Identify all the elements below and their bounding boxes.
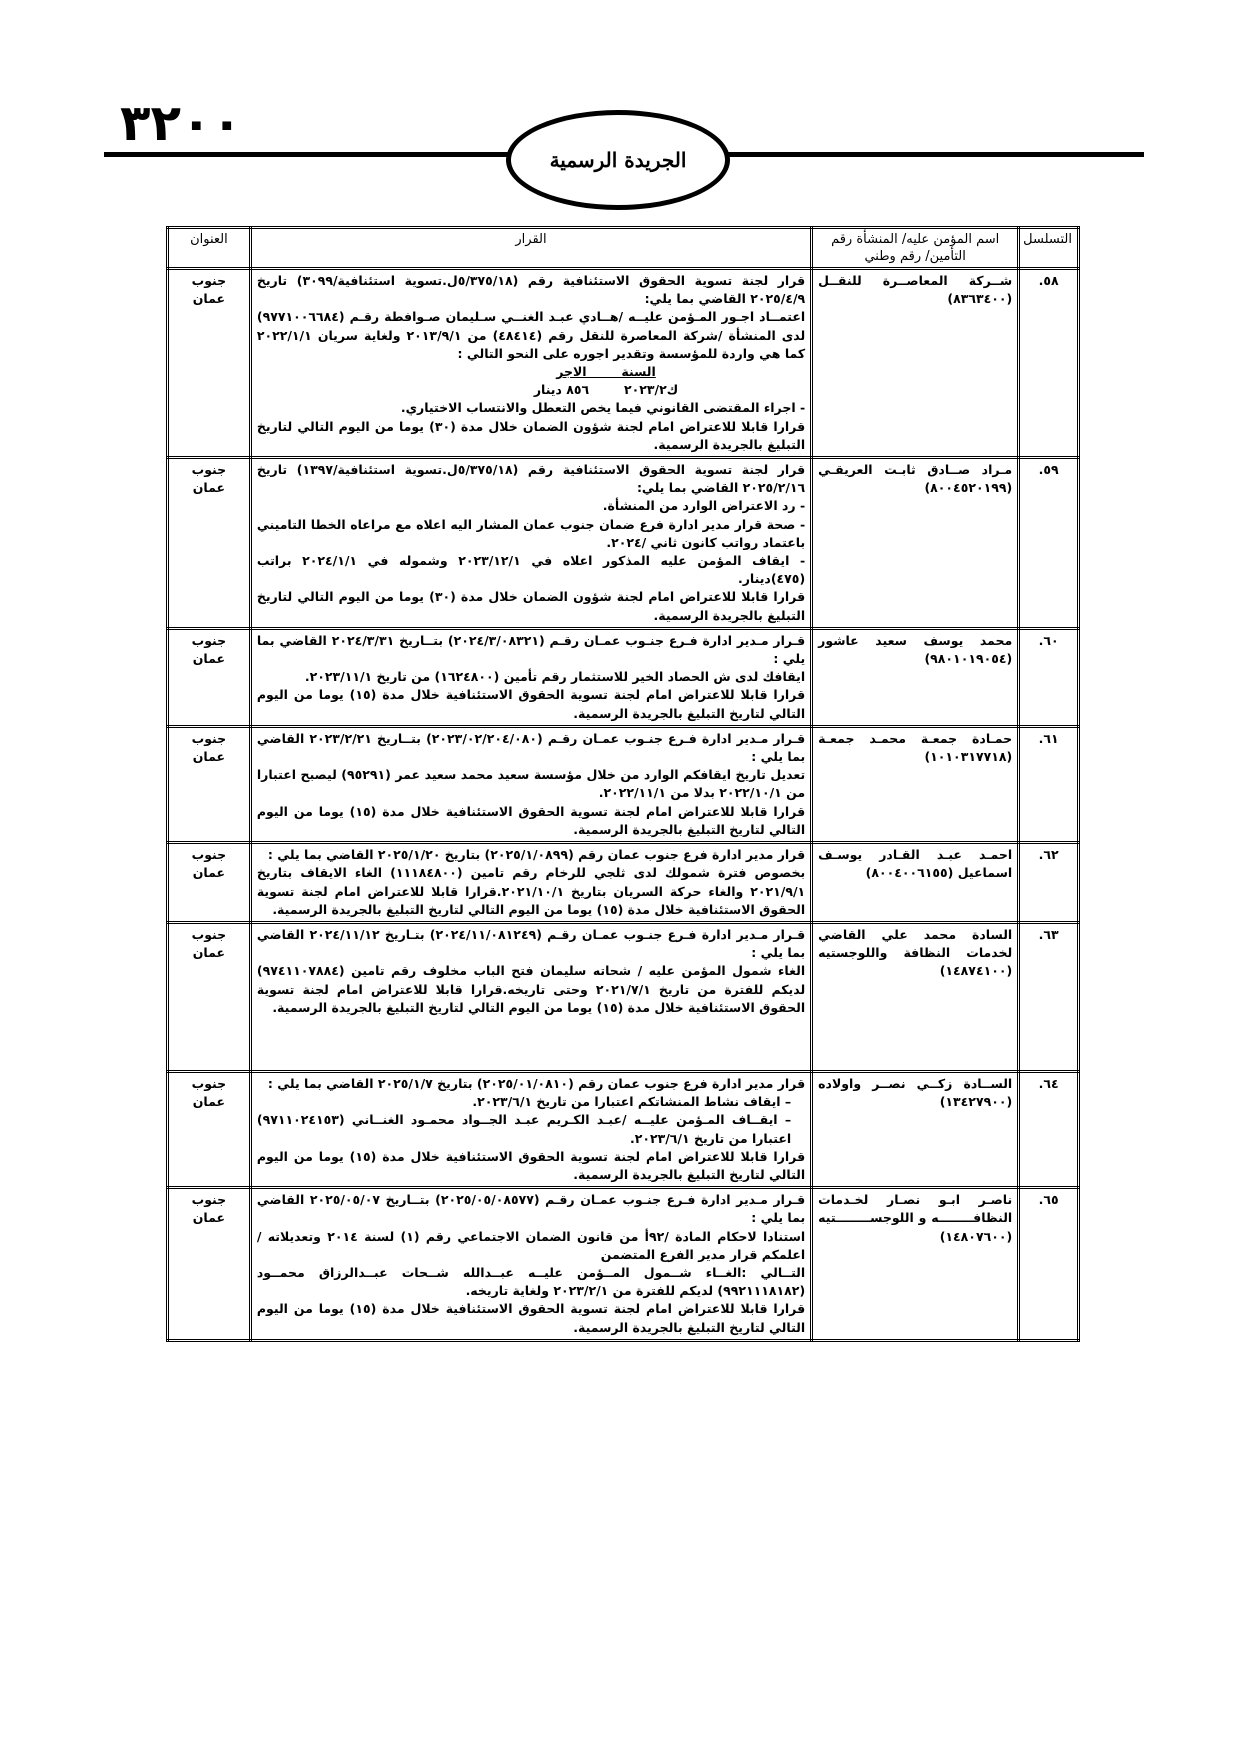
table-row <box>168 1188 1079 1341</box>
row-address: جنوب عمان <box>168 922 251 1071</box>
row-name: احمـد عبـد القـادر يوسـف اسماعيل (٨٠٠٤٠٠٦١٥٥) <box>812 843 1019 923</box>
decision-line: بخصوص فترة شمولك لدى ثلجي للرخام رقم تامين (١١١٨٤٨٠٠) الغاء الايقاف بتاريخ ٢٠٢١/٩/١ والغاء حركة السريان بتاريخ ٢٠٢١/١٠/١.قرارا قابلا للاعتراض امام لجنة تسوية الحقوق الاستئنافية خلال مدة (١٥) يوما من اليوم التالي لتاريخ التبليغ بالجريدة الرسمية. <box>256 865 806 917</box>
decision-line: قرارا قابلا للاعتراض امام لجنة تسوية الحقوق الاستئنافية خلال مدة (١٥) يوما من اليوم التالي لتاريخ التبليغ بالجريدة الرسمية. <box>256 1148 806 1182</box>
decision-line: - صحة قرار مدير ادارة فرع ضمان جنوب عمان المشار اليه اعلاه مع مراعاه الخطا التاميني باعتماد رواتب كانون ثاني /٢٠٢٤. <box>256 516 806 550</box>
row-address: جنوب عمان <box>168 843 251 923</box>
decision-line: قرارا قابلا للاعتراض امام لجنة شؤون الضمان خلال مدة (٣٠) يوما من اليوم التالي لتاريخ التبليغ بالجريدة الرسمية. <box>256 589 806 623</box>
table-row <box>168 726 1079 842</box>
row-address: جنوب عمان <box>168 1071 251 1187</box>
decision-line: قرارا قابلا للاعتراض امام لجنة تسوية الحقوق الاستئنافية خلال مدة (١٥) يوما من اليوم التالي لتاريخ التبليغ بالجريدة الرسمية. <box>256 1301 806 1335</box>
decision-line: قـرار مـدير ادارة فـرع جنـوب عمـان رقـم (٢٠٢٣/٠٢/٢٠٤/٠٨٠) بتــاريخ ٢٠٢٣/٢/٢١ القاضي بما يلي : <box>256 730 806 765</box>
decision-line: اعتمــاد اجـور المـؤمن عليــه /هــادي عبـد الغنــي سـليمان صـوافطة رقـم (٩٧٧١٠٠٦٦٨٤) لدى المنشأة /شركة المعاصرة للنقل رقم (٤٨٤١٤) من ٢٠١٣/٩/١ ولغاية سريان ٢٠٢٢/١/١ كما هي واردة للمؤسسة وتقدير اجوره على النحو التالي : <box>256 309 806 361</box>
decision-line: قرارا قابلا للاعتراض امام لجنة شؤون الضمان خلال مدة (٣٠) يوما من اليوم التالي لتاريخ التبليغ بالجريدة الرسمية. <box>256 418 806 452</box>
decision-line: الغاء شمول المؤمن عليه / شحاته سليمان فتح الباب مخلوف رقم تامين (٩٧٤١١٠٧٨٨٤) لديكم للفترة من تاريخ ٢٠٢١/٧/١ وحتى تاريخه.قرارا قابلا للاعتراض امام لجنة تسوية الحقوق الاستئنافية خلال مدة (١٥) يوما من اليوم التالي لتاريخ التبليغ بالجريدة الرسمية. <box>256 963 806 1015</box>
row-decision <box>250 458 811 629</box>
gazette-title-oval <box>506 110 730 210</box>
row-address: جنوب عمان <box>168 1188 251 1341</box>
table-header-row <box>168 228 1079 269</box>
decision-line: – ايقاف نشاط المنشاتكم اعتبارا من تاريخ ٢٠٢٣/٦/١. <box>472 1094 792 1110</box>
table-row <box>168 922 1079 1071</box>
decision-line: قـرار مـدير ادارة فـرع جنـوب عمـان رقـم (٢٠٢٤/١١/٠٨١٢٤٩) بتـاريخ ٢٠٢٤/١١/١٢ القاضي بما يلي : <box>256 926 806 961</box>
row-decision <box>250 1071 811 1187</box>
decision-line: ك٢٠٢٣/٢ ٨٥٦ دينار <box>533 382 679 398</box>
row-serial: ٦٤. <box>1019 1071 1079 1187</box>
row-name: السادة محمد علي القاضي لخدمات النظافة واللوجستيه (١٤٨٧٤١٠٠) <box>812 922 1019 1071</box>
row-name: الســادة زكــي نصــر واولاده (١٣٤٢٧٩٠٠) <box>812 1071 1019 1187</box>
header-decision: القرار <box>250 228 811 269</box>
decision-line: قرار مدير ادارة فرع جنوب عمان رقم (٢٠٢٥/٠١/٠٨١٠) بتاريخ ٢٠٢٥/١/٧ القاضي بما يلي : <box>267 1075 806 1091</box>
header-address: العنوان <box>168 228 251 269</box>
decision-line: قـرار مـدير ادارة فـرع جنـوب عمـان رقـم (٢٠٢٥/٠٥/٠٨٥٧٧) بتــاريخ ٢٠٢٥/٠٥/٠٧ القاضي بما يلي : <box>256 1192 806 1226</box>
header-serial: التسلسل <box>1019 228 1079 269</box>
records-table <box>166 226 1080 1342</box>
decision-line: قرار لجنة تسوية الحقوق الاستئنافية رقم (٥/٣٧٥/١٨ل.تسوية استئنافية/٣٠٩٩) تاريخ ٢٠٢٥/٤/٩ القاضي بما يلي: <box>256 273 806 307</box>
decision-line: قرار مدير ادارة فرع جنوب عمان رقم (٢٠٢٥/١/٠٨٩٩) بتاريخ ٢٠٢٥/١/٢٠ القاضي بما يلي : <box>267 847 806 863</box>
row-decision <box>250 269 811 458</box>
row-name: مـراد صــادق ثابـت العريقـي (٨٠٠٤٥٢٠١٩٩) <box>812 458 1019 629</box>
row-serial: ٥٨. <box>1019 269 1079 458</box>
row-address: جنوب عمان <box>168 458 251 629</box>
decision-line: تعديل تاريخ ايقافكم الوارد من خلال مؤسسة سعيد محمد سعيد عمر (٩٥٢٩١) ليصبح اعتبارا من ٢٠٢٢/١٠/١ بدلا من ٢٠٢٢/١١/١. <box>256 767 806 801</box>
row-serial: ٥٩. <box>1019 458 1079 629</box>
row-serial: ٦١. <box>1019 726 1079 842</box>
gazette-title: الجريدة الرسمية <box>549 148 687 172</box>
decision-line: ايقافك لدى ش الحصاد الخير للاستثمار رقم تأمين (١٦٢٤٨٠٠) من تاريخ ٢٠٢٣/١١/١. <box>304 669 806 685</box>
decision-line: قرارا قابلا للاعتراض امام لجنة تسوية الحقوق الاستئنافية خلال مدة (١٥) يوما من اليوم التالي لتاريخ التبليغ بالجريدة الرسمية. <box>256 687 806 721</box>
decision-line: السنة الاجر <box>556 364 656 380</box>
header-rule-right <box>728 152 1144 157</box>
decision-line: - رد الاعتراض الوارد من المنشأة. <box>602 498 806 514</box>
row-serial: ٦٣. <box>1019 922 1079 1071</box>
row-serial: ٦٠. <box>1019 628 1079 726</box>
row-decision <box>250 922 811 1071</box>
row-serial: ٦٥. <box>1019 1188 1079 1341</box>
decision-line: قـرار مـدير ادارة فـرع جنـوب عمـان رقـم (٢٠٢٤/٣/٠٨٣٢١) بتــاريخ ٢٠٢٤/٣/٣١ القاضي بما يلي : <box>256 632 806 667</box>
row-name: ناصـر ابـو نصـار لخـدمات النظافــــــــه و اللوجســــــــتيه (١٤٨٠٧٦٠٠) <box>812 1188 1019 1341</box>
decision-line: - ايقاف المؤمن عليه المذكور اعلاه في ٢٠٢٣/١٢/١ وشموله في ٢٠٢٤/١/١ براتب (٤٧٥)دينار. <box>256 553 806 587</box>
decision-line: استنادا لاحكام المادة /٩٢أ من قانون الضمان الاجتماعي رقم (١) لسنة ٢٠١٤ وتعديلاته / اعلمكم قرار مدير الفرع المتضمن <box>256 1228 806 1262</box>
decision-line: قرار لجنة تسوية الحقوق الاستئنافية رقم (٥/٣٧٥/١٨ل.تسوية استئنافية/١٣٩٧) تاريخ ٢٠٢٥/٢/١٦ القاضي بما يلي: <box>256 462 806 496</box>
row-name: محمد يوسف سعيد عاشور (٩٨٠١٠١٩٠٥٤) <box>812 628 1019 726</box>
row-address: جنوب عمان <box>168 628 251 726</box>
page-number: ٣٢٠٠ <box>120 94 243 152</box>
row-name: شــركة المعاصــرة للنقــل (٨٣٦٣٤٠٠) <box>812 269 1019 458</box>
decision-line: التــالي :الغــاء شــمول المــؤمن عليــه عبــدالله شــحات عبــدالرزاق محمــود (٩٩٢١١١٨١٨٢) لديكم للفترة من ٢٠٢٣/٢/١ ولغاية تاريخه. <box>256 1264 806 1299</box>
table-row <box>168 269 1079 458</box>
row-serial: ٦٢. <box>1019 843 1079 923</box>
row-decision <box>250 1188 811 1341</box>
row-name: حمـادة جمعـة محمـد جمعـة (١٠١٠٣١٧٧١٨) <box>812 726 1019 842</box>
decision-line: قرارا قابلا للاعتراض امام لجنة تسوية الحقوق الاستئنافية خلال مدة (١٥) يوما من اليوم التالي لتاريخ التبليغ بالجريدة الرسمية. <box>256 803 806 837</box>
row-decision <box>250 843 811 923</box>
table-row <box>168 1071 1079 1187</box>
header-rule-left <box>104 152 512 157</box>
decision-line: – ايقــاف المـؤمن عليــه /عبـد الكـريم عبـد الجــواد محمـود الغنــاني (٩٧١١٠٢٤١٥٣) اعتبارا من تاريخ ٢٠٢٣/٦/١. <box>256 1112 792 1146</box>
table-row <box>168 628 1079 726</box>
table-row <box>168 458 1079 629</box>
row-address: جنوب عمان <box>168 726 251 842</box>
row-decision <box>250 628 811 726</box>
row-decision <box>250 726 811 842</box>
row-address: جنوب عمان <box>168 269 251 458</box>
table-row <box>168 843 1079 923</box>
decision-line: - اجراء المقتضى القانوني فيما يخص التعطل والانتساب الاختياري. <box>400 400 806 416</box>
header-name: اسم المؤمن عليه/ المنشأة رقم التأمين/ رقم وطني <box>812 228 1019 269</box>
